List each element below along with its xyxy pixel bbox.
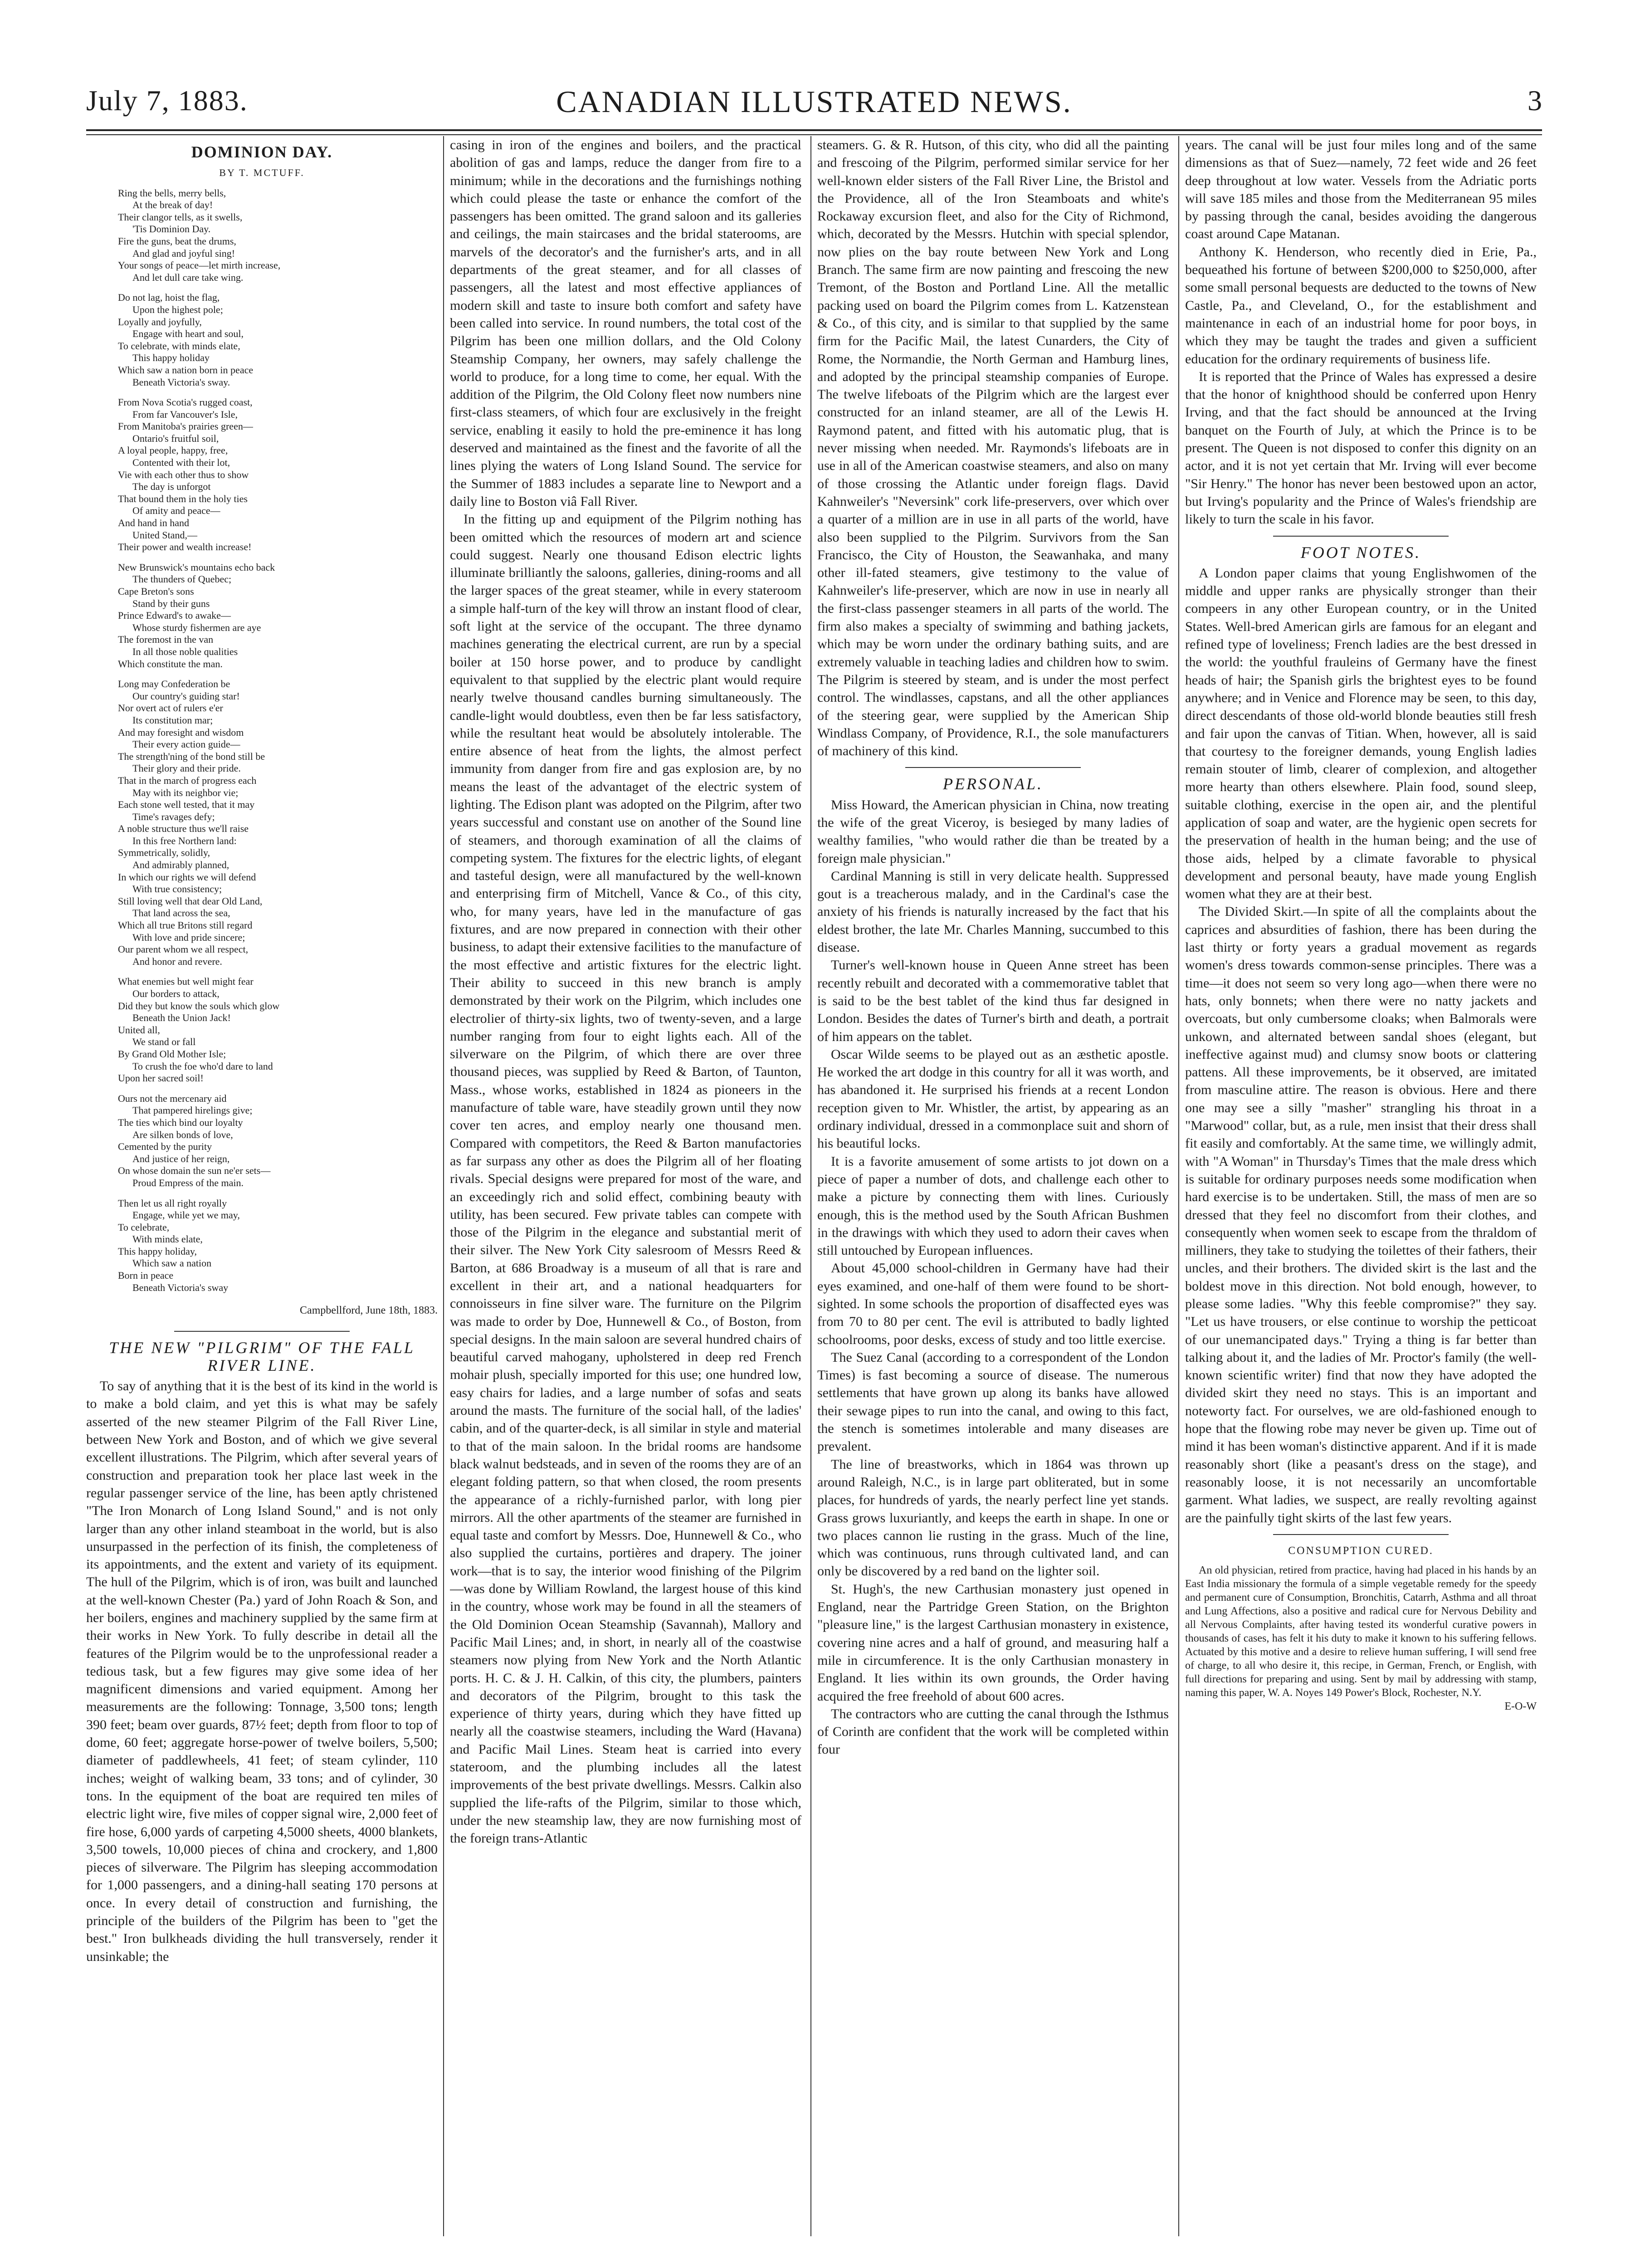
- poem-line: From far Vancouver's Isle,: [132, 408, 238, 420]
- poem-line: Ring the bells, merry bells,: [118, 187, 226, 199]
- poem-line: We stand or fall: [132, 1036, 196, 1048]
- personal-title: PERSONAL.: [943, 775, 1043, 793]
- article-paragraph: To say of anything that it is the best of its kind in the world is to make a bold claim, and yet this is what may be safely asserted of the new steamer Pilgrim of the Fall River Line, between New York and Boston, and of which we give several excellent illustrations. The Pilgrim, which after several years of construction and preparation took her place last week in the regular passenger service of the line, has been aptly christened "The Iron Monarch of Long Island Sound," and is not only larger than any other inland steamboat in the world, but is also unsurpassed in the perfection of its finish, the completeness of its appointments, and the extent and variety of its equipment. The hull of the Pilgrim, which is of iron, was built and launched at the well-known Chester (Pa.) yard of John Roach & Son, and her boilers, engines and machinery supplied by the same firm at their works in New York. To fully describe in detail all the features of the Pilgrim would be to the unprofessional reader a tedious task, but a few figures may give some idea of her magnificent dimensions and varied equipment. Among her measurements are the following: Tonnage, 3,500 tons; length 390 feet; beam over guards, 87½ feet; depth from floor to top of dome, 60 feet; aggregate horse-power of twelve boilers, 5,500; diameter of paddlewheels, 41 feet; of steam cylinder, 110 inches; weight of walking beam, 33 tons; and of cylinder, 30 tons. In the equipment of the boat are required ten miles of electric light wire, five miles of copper signal wire, 2,000 feet of fire hose, 6,000 yards of carpeting 4,5000 sheets, 4000 blankets, 3,500 towels, 10,000 pieces of china and crockery, and 1,800 pieces of silverware. The Pilgrim has sleeping accommodation for 1,000 passengers, and a dining-hall seating 170 persons at once. In every detail of construction and furnishing, the principle of the builders of the Pilgrim has been to "get the best." Iron bulkheads dividing the hull transversely, render it unsinkable; the: [86, 1378, 438, 1964]
- column-3: [817, 136, 1169, 2236]
- poem-line: From Nova Scotia's rugged coast,: [118, 396, 253, 408]
- poem-line: Stand by their guns: [132, 597, 210, 609]
- poem-line: And hand in hand: [118, 517, 190, 529]
- poem-line: Are silken bonds of love,: [132, 1129, 233, 1140]
- newspaper-title: CANADIAN ILLUSTRATED NEWS.: [556, 84, 1072, 119]
- footnote-item: A London paper claims that young Englishwomen of the middle and upper ranks are physically stronger than their compeers in any other European country, or in the United States. Well-bred American girls are famous for an elegant and refined type of loveliness; French ladies are the best dressed in the world: the youthful frauleins of Germany have the finest heads of hair; the Spanish girls the brightest eyes to be found anywhere; and in Venice and Florence may be seen, to this day, direct descendants of those old-world blonde beauties still fresh and fair upon the canvas of Titian. When, however, all is said that courtesy to the foreigner demands, young English ladies remain stouter of limb, clearer of complexion, and altogether more hearty than others elsewhere. Plain food, sound sleep, suitable clothing, exercise in the open air, and the plentiful application of soap and water, are the hygienic open secrets for the preservation of health in the human being; and the use of those aids, helped by a climate favorable to physical development and personal beauty, have made young English women what they are at their best.: [1185, 565, 1537, 902]
- poem-line: That in the march of progress each: [118, 774, 257, 786]
- poem-line: A loyal people, happy, free,: [118, 445, 228, 456]
- poem-line: That pampered hirelings give;: [132, 1105, 253, 1116]
- personal-item: The line of breastworks, which in 1864 was thrown up around Raleigh, N.C., is in large part obliterated, but in some places, for hundreds of yards, the nearly perfect line yet stands. Grass grows luxuriantly, and keeps the earth in shape. In one or two places cannon lie rusting in the grass. Much of the line, which was continuous, runs through cultivated land, and can only be discovered by a red band on the lighter soil.: [817, 1457, 1169, 1579]
- poem-line: Your songs of peace—let mirth increase,: [118, 259, 281, 271]
- poem-line: Their glory and their pride.: [132, 763, 241, 774]
- poem-line: Which saw a nation born in peace: [118, 364, 254, 376]
- poem-line: Time's ravages defy;: [132, 811, 215, 822]
- column-divider: [443, 136, 444, 2236]
- poem-line: By Grand Old Mother Isle;: [118, 1048, 226, 1060]
- poem-line: And may foresight and wisdom: [118, 726, 244, 738]
- poem-line: Do not lag, hoist the flag,: [118, 292, 220, 303]
- poem-line: And honor and revere.: [132, 955, 222, 967]
- poem-stanza: [118, 292, 438, 388]
- personal-item: It is a favorite amusement of some artists to jot down on a piece of paper a number of dots, and challenge each other to make a picture by connecting them with lines. Curiously enough, this is the method used by the South African Bushmen in the drawings with which they used to adorn their caves when still untouched by European influences.: [817, 1154, 1169, 1258]
- poem-line: And justice of her reign,: [132, 1153, 230, 1164]
- poem-title: DOMINION DAY.: [191, 143, 333, 161]
- poem-stanza: [118, 562, 438, 670]
- poem-line: Our country's guiding star!: [132, 690, 240, 702]
- poem-line: The foremost in the van: [118, 634, 214, 645]
- masthead-rule: [86, 129, 1542, 131]
- poem-line: And let dull care take wing.: [132, 271, 244, 283]
- column-divider: [810, 136, 811, 2236]
- poem-signature: Campbellford, June 18th, 1883.: [300, 1305, 438, 1317]
- footnotes-title: FOOT NOTES.: [1300, 543, 1421, 562]
- separator: [174, 1331, 350, 1332]
- poem-line: Symmetrically, solidly,: [118, 847, 210, 859]
- poem-line: And admirably planned,: [132, 859, 229, 871]
- poem-line: Fire the guns, beat the drums,: [118, 235, 236, 247]
- poem-line: Upon her sacred soil!: [118, 1072, 204, 1084]
- column-1: [86, 136, 438, 2236]
- poem-line: This happy holiday,: [118, 1245, 197, 1257]
- poem-line: Ontario's fruitful soil,: [132, 432, 219, 444]
- ad-code: E-O-W: [1504, 1701, 1537, 1713]
- poem-line: The thunders of Quebec;: [132, 573, 232, 585]
- poem-byline: BY T. MCTUFF.: [219, 167, 305, 179]
- poem-line: Vie with each other thus to show: [118, 469, 249, 480]
- poem-line: That land across the sea,: [132, 907, 230, 919]
- separator: [1273, 1534, 1449, 1535]
- poem-line: In which our rights we will defend: [118, 871, 256, 883]
- column-4: [1185, 136, 1537, 2236]
- poem-line: New Brunswick's mountains echo back: [118, 561, 275, 573]
- poem-line: Did they but know the souls which glow: [118, 1000, 280, 1012]
- poem-line: Our borders to attack,: [132, 988, 220, 999]
- poem-stanza: [118, 396, 438, 553]
- personal-item: It is reported that the Prince of Wales has expressed a desire that the honor of knighthood should be conferred upon Henry Irving, and that the fact should be announced at the Irving banquet on the Fourth of July, at which the Prince is to be present. The Queen is not disposed to confer this dignity on an actor, and it is not yet certain that Mr. Irving will ever become "Sir Henry." The honor has never been bestowed upon an actor, but Irving's popularity and the Prince of Wales's friendship are likely to turn the scale in his favor.: [1185, 369, 1537, 527]
- masthead: [86, 75, 1542, 129]
- poem-line: That bound them in the holy ties: [118, 493, 248, 504]
- poem-line: The ties which bind our loyalty: [118, 1116, 243, 1128]
- personal-item: Anthony K. Henderson, who recently died in Erie, Pa., bequeathed his fortune of between $200,000 to $250,000, after some small personal bequests are deducted to the towns of New Castle, Pa., and Cleveland, O., for the establishment and maintenance in each of an industrial home for poor boys, in which they may be taught the trades and given a sufficient education for the ordinary requirements of business life.: [1185, 244, 1537, 367]
- poem-stanza: [118, 678, 438, 968]
- poem-line: With love and pride sincere;: [132, 931, 245, 943]
- poem-line: Engage, while yet we may,: [132, 1209, 240, 1221]
- footnote-item: The Divided Skirt.—In spite of all the complaints about the caprices and absurdities of fashion, there has been during the last thirty or forty years a gradual movement as regards women's dress towards common-sense principles. There was a time—it does not seem so very long ago—when there were no hats, only bonnets; when there were no natty jackets and overcoats, but only cumbersome cloaks; when Balmorals were unkown, and alternated between sandal shoes (elegant, but ineffective against mud) and clumsy snow boots or clattering pattens. All these improvements, be it observed, are imitated from masculine attire. The reason is obvious. Here and there one may see a silly "masher" strangling his throat in a "Marwood" collar, but, as a rule, men insist that their dress shall fit easily and comfortably. At the same time, we willingly admit, with "A Woman" in Thursday's Times that the male dress which is suitable for ordinary purposes needs some modification when hard exercise is to be undertaken. Still, the mass of men are so dressed that they feel no discomfort from their clothes, and consequently when women seek to escape from the thraldom of milliners, they take to studying the toilettes of their fathers, their uncles, and their brothers. The divided skirt is the last and the boldest move in this direction. Not bold enough, however, to please some ladies. "Why this feeble compromise?" they say. "Let us have trousers, or else continue to worship the petticoat of our unemancipated days." Trying a thing is far better than talking about it, and the ladies of Mr. Proctor's family (the well-known scientific writer) find that now they have adopted the divided skirt they need no stays. This is an important and noteworty fact. For ourselves, we are old-fashioned enough to hope that the flowing robe may never be given up. Time out of mind it has been woman's distinctive apparent. And if it is made reasonably short (like a peasant's dress on the stage), and reasonably loose, it is not necessarily an uncomfortable garment. What ladies, we suspect, are really revolting against are the painfully tight skirts of the last few years.: [1185, 904, 1537, 1525]
- poem-stanza: [118, 187, 438, 284]
- poem-line: Its constitution mar;: [132, 714, 213, 726]
- article-paragraph: steamers. G. & R. Hutson, of this city, who did all the painting and frescoing of the Pilgrim, performed similar service for her well-known elder sisters of the Fall River Line, the Bristol and the Providence, all of the Iron Steamboats and white's Rockaway excursion fleet, and also for the City of Richmond, which, decorated by the Messrs. Hutchin with special splendor, now plies on the bay route between New York and Long Branch. The same firm are now painting and frescoing the new Tremont, of the Boston and Portland Line. All the metallic packing used on board the Pilgrim comes from L. Katzenstean & Co., of this city, and is similar to that supplied by the same firm for the Pacific Mail, the latest Cunarders, the City of Rome, the Normandie, the North German and Hamburg lines, and adopted by the principal steamship companies of Europe. The twelve lifeboats of the Pilgrim which are the largest ever constructed for an inland steamer, are all of the Lewis H. Raymond patent, and fitted with his automatic plug, that is never missing when needed. Mr. Raymonds's lifeboats are in use in all of the American coastwise steamers, and also on many of those crossing the Atlantic under foreign flags. David Kahnweiler's "Neversink" cork life-preservers, over which over a quarter of a million are in use in all parts of the world, have also been supplied to the Pilgrim. Survivors from the San Francisco, the City of Houston, the Seawanhaka, and many other ill-fated steamers, give testimony to the value of Kahnweiler's life-preserver, which are now in use in nearly all the first-class passenger steamers in all parts of the world. The firm also makes a specialty of swimming and bathing jackets, which may be worn under the ordinary bathing suits, and are extremely valuable in teaching ladies and children how to swim. The Pilgrim is steered by steam, and is under the most perfect control. The windlasses, capstans, and all the other appliances of the steering gear, were supplied by the American Ship Windlass Company, of Providence, R.I., the sole manufacturers of machinery of this kind.: [817, 137, 1169, 759]
- poem-line: Cape Breton's sons: [118, 586, 194, 597]
- poem-line: With minds elate,: [132, 1233, 203, 1245]
- poem-line: Born in peace: [118, 1270, 174, 1281]
- poem-line: Beneath the Union Jack!: [132, 1012, 231, 1024]
- poem-line: From Manitoba's prairies green—: [118, 420, 253, 432]
- poem-line: And glad and joyful sing!: [132, 247, 235, 259]
- poem-line: Ours not the mercenary aid: [118, 1092, 227, 1104]
- personal-item: Cardinal Manning is still in very delicate health. Suppressed gout is a treacherous malady, and in the Cardinal's case the anxiety of his friends is naturally increased by the fact that his eldest brother, the late Mr. Charles Manning, succumbed to this disease.: [817, 868, 1169, 955]
- masthead-rule-thin: [86, 134, 1542, 135]
- poem-line: Still loving well that dear Old Land,: [118, 895, 263, 907]
- poem-line: Whose sturdy fishermen are aye: [132, 621, 261, 633]
- poem-line: Proud Empress of the main.: [132, 1177, 244, 1188]
- poem-line: Their every action guide—: [132, 738, 240, 750]
- poem-line: This happy holiday: [132, 352, 210, 364]
- poem-line: Which constitute the man.: [118, 658, 223, 670]
- separator: [1273, 536, 1449, 537]
- poem-body: [86, 187, 438, 1294]
- personal-item: Turner's well-known house in Queen Anne street has been recently rebuilt and decorated with a commemorative tablet that is said to be the best tablet of the kind thus far designed in London. Besides the dates of Turner's birth and death, a portrait of him appears on the tablet.: [817, 958, 1169, 1044]
- poem-line: Loyally and joyfully,: [118, 316, 202, 327]
- poem-line: The day is unforgot: [132, 481, 211, 493]
- personal-item: About 45,000 school-children in Germany have had their eyes examined, and one-half of them were found to be short-sighted. In some schools the proportion of disaffected eyes was from 70 to 80 per cent. The evil is attributed to badly lighted schoolrooms, poor desks, excess of study and too little exercise.: [817, 1261, 1169, 1347]
- poem-line: Their power and wealth increase!: [118, 541, 252, 553]
- issue-date: July 7, 1883.: [86, 84, 248, 117]
- poem-line: Prince Edward's to awake—: [118, 610, 231, 621]
- column-2: [450, 136, 801, 2236]
- article-paragraph: In the fitting up and equipment of the Pilgrim nothing has been omitted which the resources of modern art and science could suggest. Nearly one thousand Edison electric lights illuminate brilliantly the saloons, galleries, dining-rooms and all the larger spaces of the great steamer, while in every stateroom a simple half-turn of the key will throw an instant flood of clear, soft light at the service of the occupant. The three dynamo machines generating the electrical current, are run by a special boiler at 150 horse power, and to produce by candlight equivalent to that supplied by the electric plant would require nearly twelve thousand candles burning simultaneously. The candle-light would doubtless, even then be far less satisfactory, while the resultant heat would be absolutely intolerable. The entire absence of heat from the lights, the almost perfect immunity from danger from fire and gas explosion are, by no means the least of the advantaget of the electric system of lighting. The Edison plant was adopted on the Pilgrim, after two years successful and constant use on another of the Sound line of steamers, and thorough examination of all the claims of competing system. The fixtures for the electric lights, of elegant and tasteful design, were all manufactured by the well-known and enterprising firm of Mitchell, Vance & Co., of this city, who, for many years, have led in the manufacture of gas fixtures, and are now prepared in connection with their other business, to adapt their extensive facilities to the manufacture of the most effective and artistic fixtures for the electric light. Their ability to succeed in this new branch is amply demonstrated by their work on the Pilgrim, which includes one electrolier of thirty-six lights, two of twenty-seven, and a large number ranging from four to eight lights each. All of the silverware on the Pilgrim, of which there are over three thousand pieces, was supplied by Reed & Barton, of Taunton, Mass., whose works, established in 1824 as pioneers in the manufacture of table ware, have steadily grown until they now cover ten acres, and employ nearly one thousand men. Compared with competitors, the Reed & Barton manufactories as far surpass any other as does the Pilgrim all of her floating rivals. Special designs were prepared for most of the ware, and an exceedingly rich and solid effect, combining beauty with utility, has been secured. Few private tables can compete with those of the Pilgrim in the elegance and substantial merit of their silver. The New York City salesroom of Messrs Reed & Barton, at 686 Broadway is a museum of all that is rare and excellent in their art, and a national headquarters for connoisseurs in fine silver ware. The furniture on the Pilgrim was made to order by Doe, Hunnewell & Co., of Boston, from special designs. In the main saloon are several hundred chairs of beautiful carved mahogany, upholstered in deep red French mohair plush, specially imported for this use; one hundred low, easy chairs for ladies, and a large number of sofas and seats around the masts. The furniture of the social hall, of the ladies' cabin, and of the quarter-deck, is all similar in style and material to that of the main saloon. In the bridal rooms are handsome black walnut bedsteads, and in seven of the rooms they are of an elegant folding pattern, so that when closed, the room presents the appearance of a richly-furnished parlor, with long pier mirrors. All the other apartments of the steamer are furnished in equal taste and comfort by Messrs. Doe, Hunnewell & Co., who also supplied the curtains, portières and drapery. The joiner work—that is to say, the interior wood finishing of the Pilgrim—was done by William Rowland, the largest house of this kind in the country, whose work may be found in all the steamers of the Old Dominion Ocean Steamship (Savannah), Mallory and Pacific Mail Lines; and, in short, in nearly all of the coastwise steamers now plying from New York and the North Atlantic ports. H. C. & J. H. Calkin, of this city, the plumbers, painters and decorators of the Pilgrim, brought to this task the experience of thirty years, during which they have fitted up nearly all the coastwise steamers, including the Ward (Havana) and Pacific Mail Lines. Steam heat is carried into every stateroom, and the plumbing includes all the latest improvements of the best private dwellings. Messrs. Calkin also supplied the life-rafts of the Pilgrim, similar to those which, under the new steamship law, they are now furnishing most of the foreign trans-Atlantic: [450, 512, 801, 1846]
- poem-line: Of amity and peace—: [132, 505, 220, 517]
- personal-item: The Suez Canal (according to a correspondent of the London Times) is fast becoming a source of disease. The numerous settlements that have grown up along its banks have allowed their sewage pipes to run into the canal, and owing to this fact, the stench is sometimes intolerable and many diseases are prevalent.: [817, 1349, 1169, 1454]
- poem-line: A noble structure thus we'll raise: [118, 823, 249, 835]
- poem-line: Then let us all right royally: [118, 1197, 227, 1209]
- poem-stanza: [118, 1198, 438, 1294]
- poem-line: United Stand,—: [132, 529, 197, 541]
- poem-stanza: [118, 1093, 438, 1189]
- poem-line: In this free Northern land:: [132, 835, 237, 846]
- column-divider: [1178, 136, 1179, 2236]
- separator: [905, 767, 1081, 768]
- personal-item: The contractors who are cutting the canal through the Isthmus of Corinth are confident that the work will be completed within four: [817, 1706, 1169, 1757]
- ad-text: An old physician, retired from practice, having had placed in his hands by an East India missionary the formula of a simple vegetable remedy for the speedy and permanent cure of Consumption, Bronchitis, Catarrh, Asthma and all throat and Lung Affections, also a positive and radical cure for Nervous Debility and all Nervous Complaints, after having tested its wonderful curative powers in thousands of cases, has felt it his duty to make it known to his suffering fellows. Actuated by this motive and a desire to relieve human suffering, I will send free of charge, to all who desire it, this recipe, in German, French, or English, with full directions for preparing and using. Sent by mail by addressing with stamp, naming this paper, W. A. Noyes 149 Power's Block, Rochester, N.Y.: [1185, 1564, 1537, 1699]
- poem-line: Beneath Victoria's sway.: [132, 376, 230, 388]
- poem-line: Which saw a nation: [132, 1257, 212, 1269]
- personal-item: St. Hugh's, the new Carthusian monastery just opened in England, near the Partridge Green Station, on the Brighton "pleasure line," is the largest Carthusian monastery in existence, covering nine acres and a half of ground, and measuring half a mile in circumference. It is the only Carthusian monastery in England. It lies within its own grounds, the Order having acquired the free freehold of about 600 acres.: [817, 1581, 1169, 1704]
- poem-line: To celebrate, with minds elate,: [118, 340, 240, 352]
- poem-line: Cemented by the purity: [118, 1141, 212, 1153]
- poem-line: Beneath Victoria's sway: [132, 1281, 229, 1293]
- poem-line: What enemies but well might fear: [118, 976, 254, 987]
- personal-item: years. The canal will be just four miles long and of the same dimensions as that of Suez—namely, 72 feet wide and 26 feet deep throughout at low water. Vessels from the Adriatic ports will save 185 miles and those from the Mediterranean 95 miles by passing through the canal, besides avoiding the dangerous coast around Cape Matanan.: [1185, 137, 1537, 242]
- poem-line: Nor overt act of rulers e'er: [118, 702, 223, 714]
- poem-line: Our parent whom we all respect,: [118, 943, 249, 955]
- poem-line: With true consistency;: [132, 883, 222, 895]
- poem-line: Each stone well tested, that it may: [118, 799, 255, 811]
- poem-line: May with its neighbor vie;: [132, 787, 239, 798]
- poem-line: United all,: [118, 1024, 160, 1036]
- poem-line: On whose domain the sun ne'er sets—: [118, 1165, 271, 1177]
- poem-line: Engage with heart and soul,: [132, 328, 244, 340]
- personal-item: Miss Howard, the American physician in China, now treating the wife of the great Viceroy, is besieged by many ladies of wealthy families, "who would rather die than be treated by a foreign male physician.": [817, 797, 1169, 866]
- poem-line: Contented with their lot,: [132, 457, 230, 469]
- poem-line: 'Tis Dominion Day.: [132, 223, 211, 235]
- poem-line: To crush the foe who'd dare to land: [132, 1060, 273, 1072]
- poem-line: At the break of day!: [132, 199, 213, 211]
- poem-line: To celebrate,: [118, 1221, 170, 1233]
- poem-line: The strength'ning of the bond still be: [118, 750, 265, 762]
- poem-line: Which all true Britons still regard: [118, 919, 253, 931]
- poem-stanza: [118, 976, 438, 1084]
- ad-title: CONSUMPTION CURED.: [1288, 1545, 1434, 1557]
- poem-line: Long may Confederation be: [118, 678, 230, 690]
- article-title: THE NEW "PILGRIM" OF THE FALL RIVER LINE.: [109, 1338, 415, 1374]
- poem-line: In all those noble qualities: [132, 645, 238, 657]
- personal-item: Oscar Wilde seems to be played out as an æsthetic apostle. He worked the art dodge in this country for all it was worth, and has abandoned it. He surprised his friends at a recent London reception given to Mr. Whistler, the artist, by appearing as an ordinary individual, dressed in a commonplace suit and shorn of his beautiful locks.: [817, 1046, 1169, 1151]
- page-number: 3: [1528, 84, 1542, 117]
- article-paragraph: casing in iron of the engines and boilers, and the practical abolition of gas and lamps, reduce the danger from fire to a minimum; while in the decorations and the furnishings nothing which could please the taste or enhance the comfort of the passengers has been omitted. The grand saloon and its galleries and ceilings, the main staircases and the bridal staterooms, are marvels of the decorator's and the furnisher's arts, and in all departments of the great steamer, and for all classes of passengers, all the latest and most effective appliances of modern skill and taste to insure both comfort and safety have been called into service. In round numbers, the total cost of the Pilgrim has been one million dollars, and the Old Colony Steamship Company, her owners, may safely challenge the world to produce, for a long time to come, her equal. With the addition of the Pilgrim, the Old Colony fleet now numbers nine first-class steamers, of which four are exclusively in the freight service, enabling it easily to hold the pre-eminence it has long deserved and maintained as the finest and the favorite of all the lines plying the waters of Long Island Sound. The service for the Summer of 1883 includes a separate line to Newport and a daily line to Boston viâ Fall River.: [450, 137, 801, 509]
- poem-line: Their clangor tells, as it swells,: [118, 211, 243, 223]
- poem-line: Upon the highest pole;: [132, 303, 223, 315]
